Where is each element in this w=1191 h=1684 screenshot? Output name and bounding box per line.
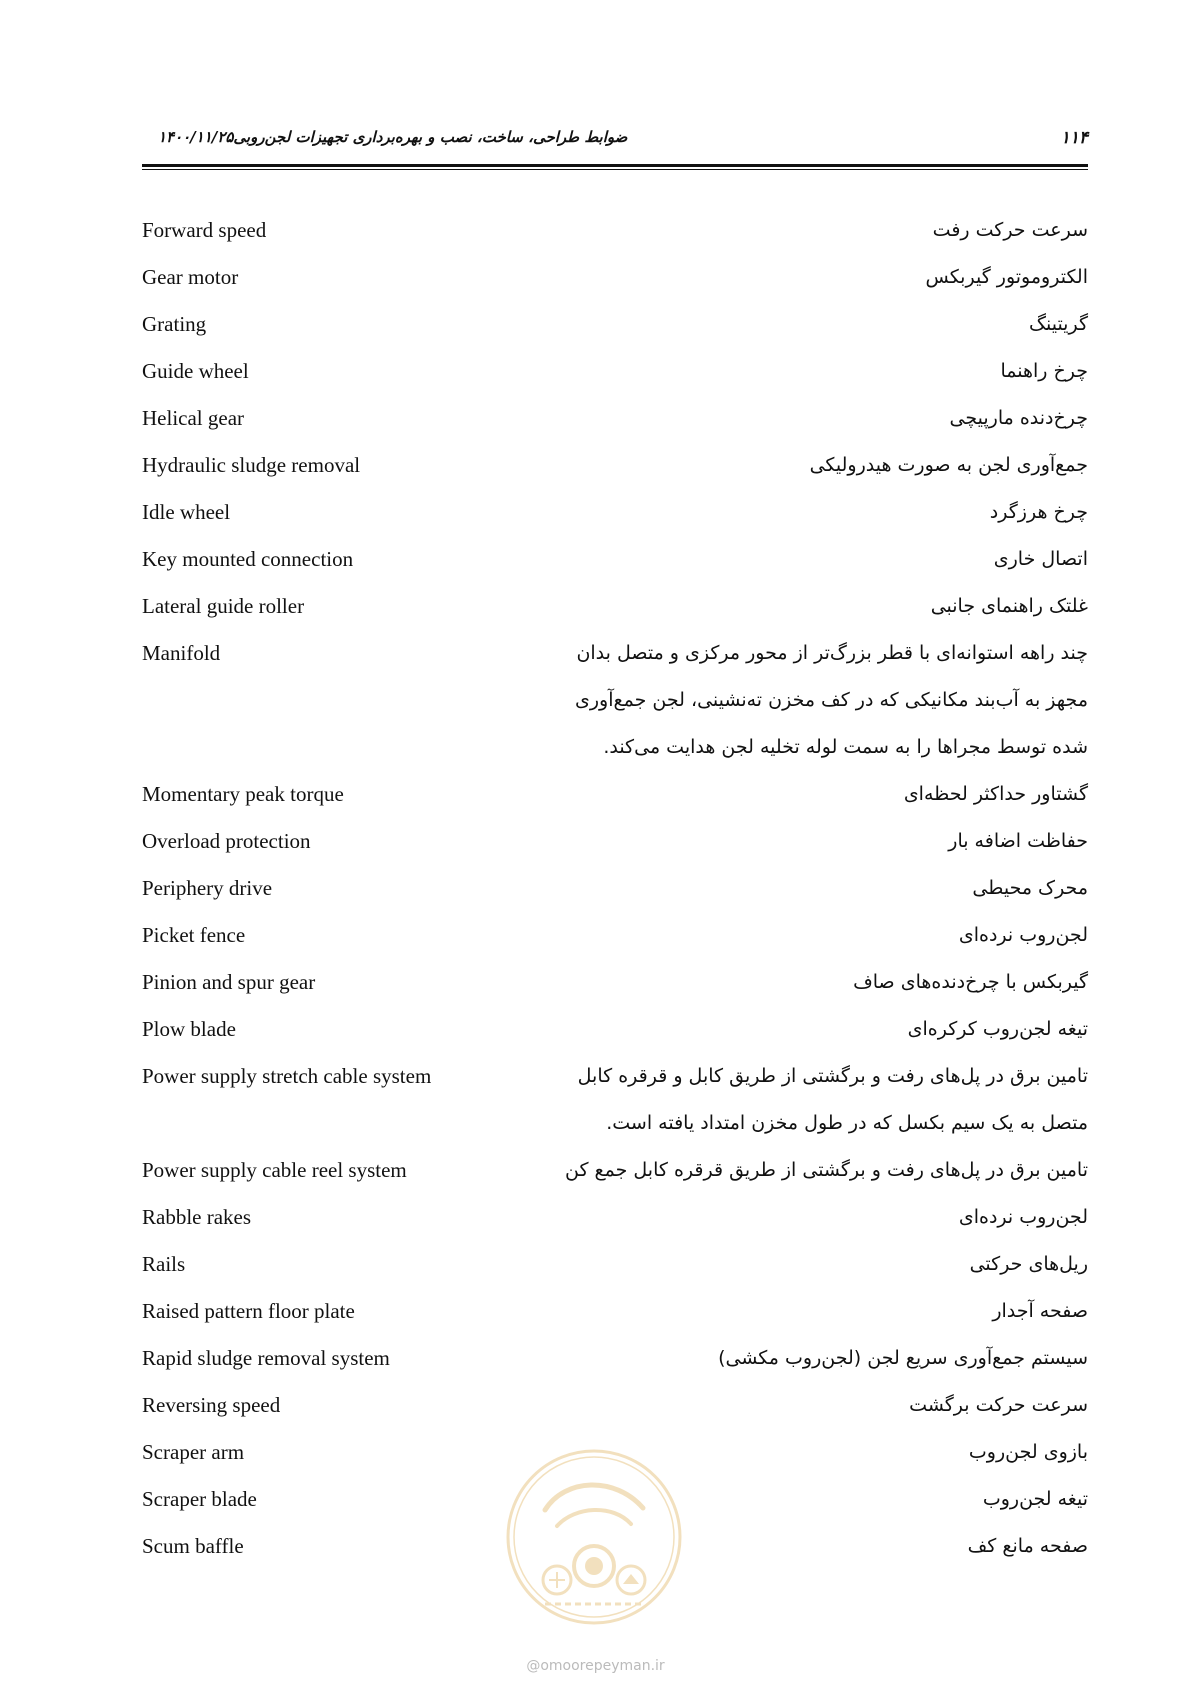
persian-definition-line: تامین برق در پل‌های رفت و برگشتی از طریق قرقره کابل جمع کن — [564, 1159, 1088, 1181]
glossary-entry — [142, 921, 1088, 968]
persian-definition-line: تامین برق در پل‌های رفت و برگشتی از طریق کابل و قرقره کابل — [577, 1065, 1088, 1087]
persian-definition-line: محرک محیطی — [972, 877, 1088, 899]
persian-definition-line: اتصال خاری — [993, 548, 1088, 570]
english-term: Momentary peak torque — [142, 782, 344, 806]
glossary-entry — [142, 1015, 1088, 1062]
glossary-entry — [142, 592, 1088, 639]
glossary-entry — [142, 1297, 1088, 1344]
english-term: Overload protection — [142, 829, 311, 853]
persian-definition-line: الکتروموتور گیربکس — [925, 266, 1088, 288]
glossary-entry — [142, 310, 1088, 357]
page-header — [142, 128, 1088, 162]
glossary-entry — [142, 545, 1088, 592]
glossary-entry — [142, 1062, 1088, 1156]
persian-definition — [968, 1532, 1088, 1579]
persian-definition — [565, 1156, 1088, 1203]
watermark-url: @omoorepeyman.ir — [526, 1658, 665, 1674]
header-date: ۱۴۰۰/۱۱/۲۵ — [158, 128, 234, 146]
glossary-entry — [142, 1203, 1088, 1250]
seal-logo-icon — [505, 1448, 683, 1626]
english-term: Key mounted connection — [142, 547, 354, 571]
persian-definition-line: حفاظت اضافه بار — [948, 830, 1088, 852]
glossary-entry — [142, 451, 1088, 498]
glossary-entry — [142, 780, 1088, 827]
persian-definition-line: گریتینگ — [1028, 313, 1088, 335]
persian-definition — [994, 545, 1088, 592]
english-term: Power supply stretch cable system — [142, 1064, 432, 1088]
glossary-entry — [142, 357, 1088, 404]
glossary-entry — [142, 827, 1088, 874]
persian-definition-line: جمع‌آوری لجن به صورت هیدرولیکی — [809, 454, 1088, 476]
persian-definition — [972, 874, 1088, 921]
persian-definition-line: لجن‌روب نرده‌ای — [958, 924, 1088, 946]
glossary-entry — [142, 968, 1088, 1015]
persian-definition — [959, 921, 1088, 968]
persian-definition-line: گیربکس با چرخ‌دنده‌های صاف — [853, 971, 1088, 993]
header-rule-thin — [142, 169, 1088, 170]
glossary-entry — [142, 1156, 1088, 1203]
persian-definition — [577, 1062, 1088, 1156]
persian-definition-line: چرخ راهنما — [1000, 360, 1088, 382]
persian-definition-line: شده توسط مجراها را به سمت لوله تخلیه لجن هدایت می‌کند. — [603, 736, 1088, 758]
persian-definition-line: مجهز به آب‌بند مکانیکی که در کف مخزن ته‌نشینی، لجن جمع‌آوری — [575, 689, 1088, 711]
persian-definition — [909, 1391, 1088, 1438]
glossary-entry — [142, 1391, 1088, 1438]
english-term: Lateral guide roller — [142, 594, 305, 618]
english-term: Hydraulic sludge removal — [142, 453, 361, 477]
persian-definition-line: غلتک راهنمای جانبی — [930, 595, 1088, 617]
persian-definition-line: چرخ هرزگرد — [989, 501, 1088, 523]
english-term: Plow blade — [142, 1017, 236, 1041]
english-term: Power supply cable reel system — [142, 1158, 407, 1182]
english-term: Raised pattern floor plate — [142, 1299, 355, 1323]
english-term: Scraper blade — [142, 1487, 257, 1511]
glossary-entry — [142, 874, 1088, 921]
english-term: Rapid sludge removal system — [142, 1346, 390, 1370]
english-term: Rails — [142, 1252, 186, 1276]
persian-definition-line: بازوی لجن‌روب — [968, 1441, 1088, 1463]
english-term: Scum baffle — [142, 1534, 244, 1558]
persian-definition-line: سیستم جمع‌آوری سریع لجن (لجن‌روب مکشی) — [718, 1347, 1088, 1369]
persian-definition — [1029, 310, 1088, 357]
persian-definition-line: سرعت حرکت برگشت — [909, 1394, 1088, 1416]
persian-definition-line: لجن‌روب نرده‌ای — [958, 1206, 1088, 1228]
persian-definition — [904, 780, 1088, 827]
running-title — [142, 128, 627, 146]
header-rule-thick — [142, 164, 1088, 167]
persian-definition — [718, 1344, 1088, 1391]
persian-definition-line: گشتاور حداکثر لحظه‌ای — [903, 783, 1088, 805]
glossary-entry — [142, 639, 1088, 780]
persian-definition-line: تیغه لجن‌روب — [982, 1488, 1088, 1510]
english-term: Grating — [142, 312, 207, 336]
persian-definition — [810, 451, 1088, 498]
persian-definition-line: چند راهه استوانه‌ای با قطر بزرگ‌تر از محور مرکزی و متصل بدان — [576, 642, 1088, 664]
persian-definition-line: صفحه آجدار — [992, 1300, 1088, 1322]
persian-definition-line: ریل‌های حرکتی — [969, 1253, 1088, 1275]
persian-definition — [908, 1015, 1088, 1062]
english-term: Scraper arm — [142, 1440, 245, 1464]
persian-definition — [948, 827, 1088, 874]
persian-definition-line: تیغه لجن‌روب کرکره‌ای — [907, 1018, 1088, 1040]
persian-definition-line: صفحه مانع کف — [967, 1535, 1088, 1557]
english-term: Pinion and spur gear — [142, 970, 316, 994]
header-title-text: ضوابط طراحی، ساخت، نصب و بهره‌برداری تجهیزات لجن‌روبی — [233, 128, 628, 146]
glossary-entry — [142, 1344, 1088, 1391]
persian-definition-line: چرخ‌دنده مارپیچی — [949, 407, 1088, 429]
persian-definition — [992, 1297, 1088, 1344]
glossary-entry — [142, 404, 1088, 451]
persian-definition-line: سرعت حرکت رفت — [932, 219, 1088, 241]
glossary-entry — [142, 216, 1088, 263]
english-term: Idle wheel — [142, 500, 231, 524]
persian-definition — [959, 1203, 1088, 1250]
english-term: Reversing speed — [142, 1393, 281, 1417]
persian-definition — [1000, 357, 1088, 404]
english-term: Rabble rakes — [142, 1205, 252, 1229]
persian-definition — [853, 968, 1088, 1015]
persian-definition-line: متصل به یک سیم بکسل که در طول مخزن امتداد یافته است. — [606, 1112, 1088, 1134]
glossary-entry — [142, 498, 1088, 545]
glossary-entry — [142, 1250, 1088, 1297]
english-term: Picket fence — [142, 923, 246, 947]
english-term: Manifold — [142, 641, 221, 665]
persian-definition — [950, 404, 1088, 451]
glossary-list — [142, 216, 1088, 1579]
english-term: Guide wheel — [142, 359, 249, 383]
english-term: Forward speed — [142, 218, 267, 242]
persian-definition — [969, 1438, 1088, 1485]
persian-definition — [970, 1250, 1088, 1297]
english-term: Helical gear — [142, 406, 245, 430]
glossary-entry — [142, 263, 1088, 310]
persian-definition — [933, 216, 1088, 263]
english-term: Gear motor — [142, 265, 239, 289]
persian-definition — [931, 592, 1088, 639]
persian-definition — [925, 263, 1088, 310]
persian-definition — [983, 1485, 1088, 1532]
page-number: ۱۱۴ — [1060, 128, 1088, 148]
persian-definition — [990, 498, 1088, 545]
persian-definition — [575, 639, 1088, 780]
english-term: Periphery drive — [142, 876, 273, 900]
